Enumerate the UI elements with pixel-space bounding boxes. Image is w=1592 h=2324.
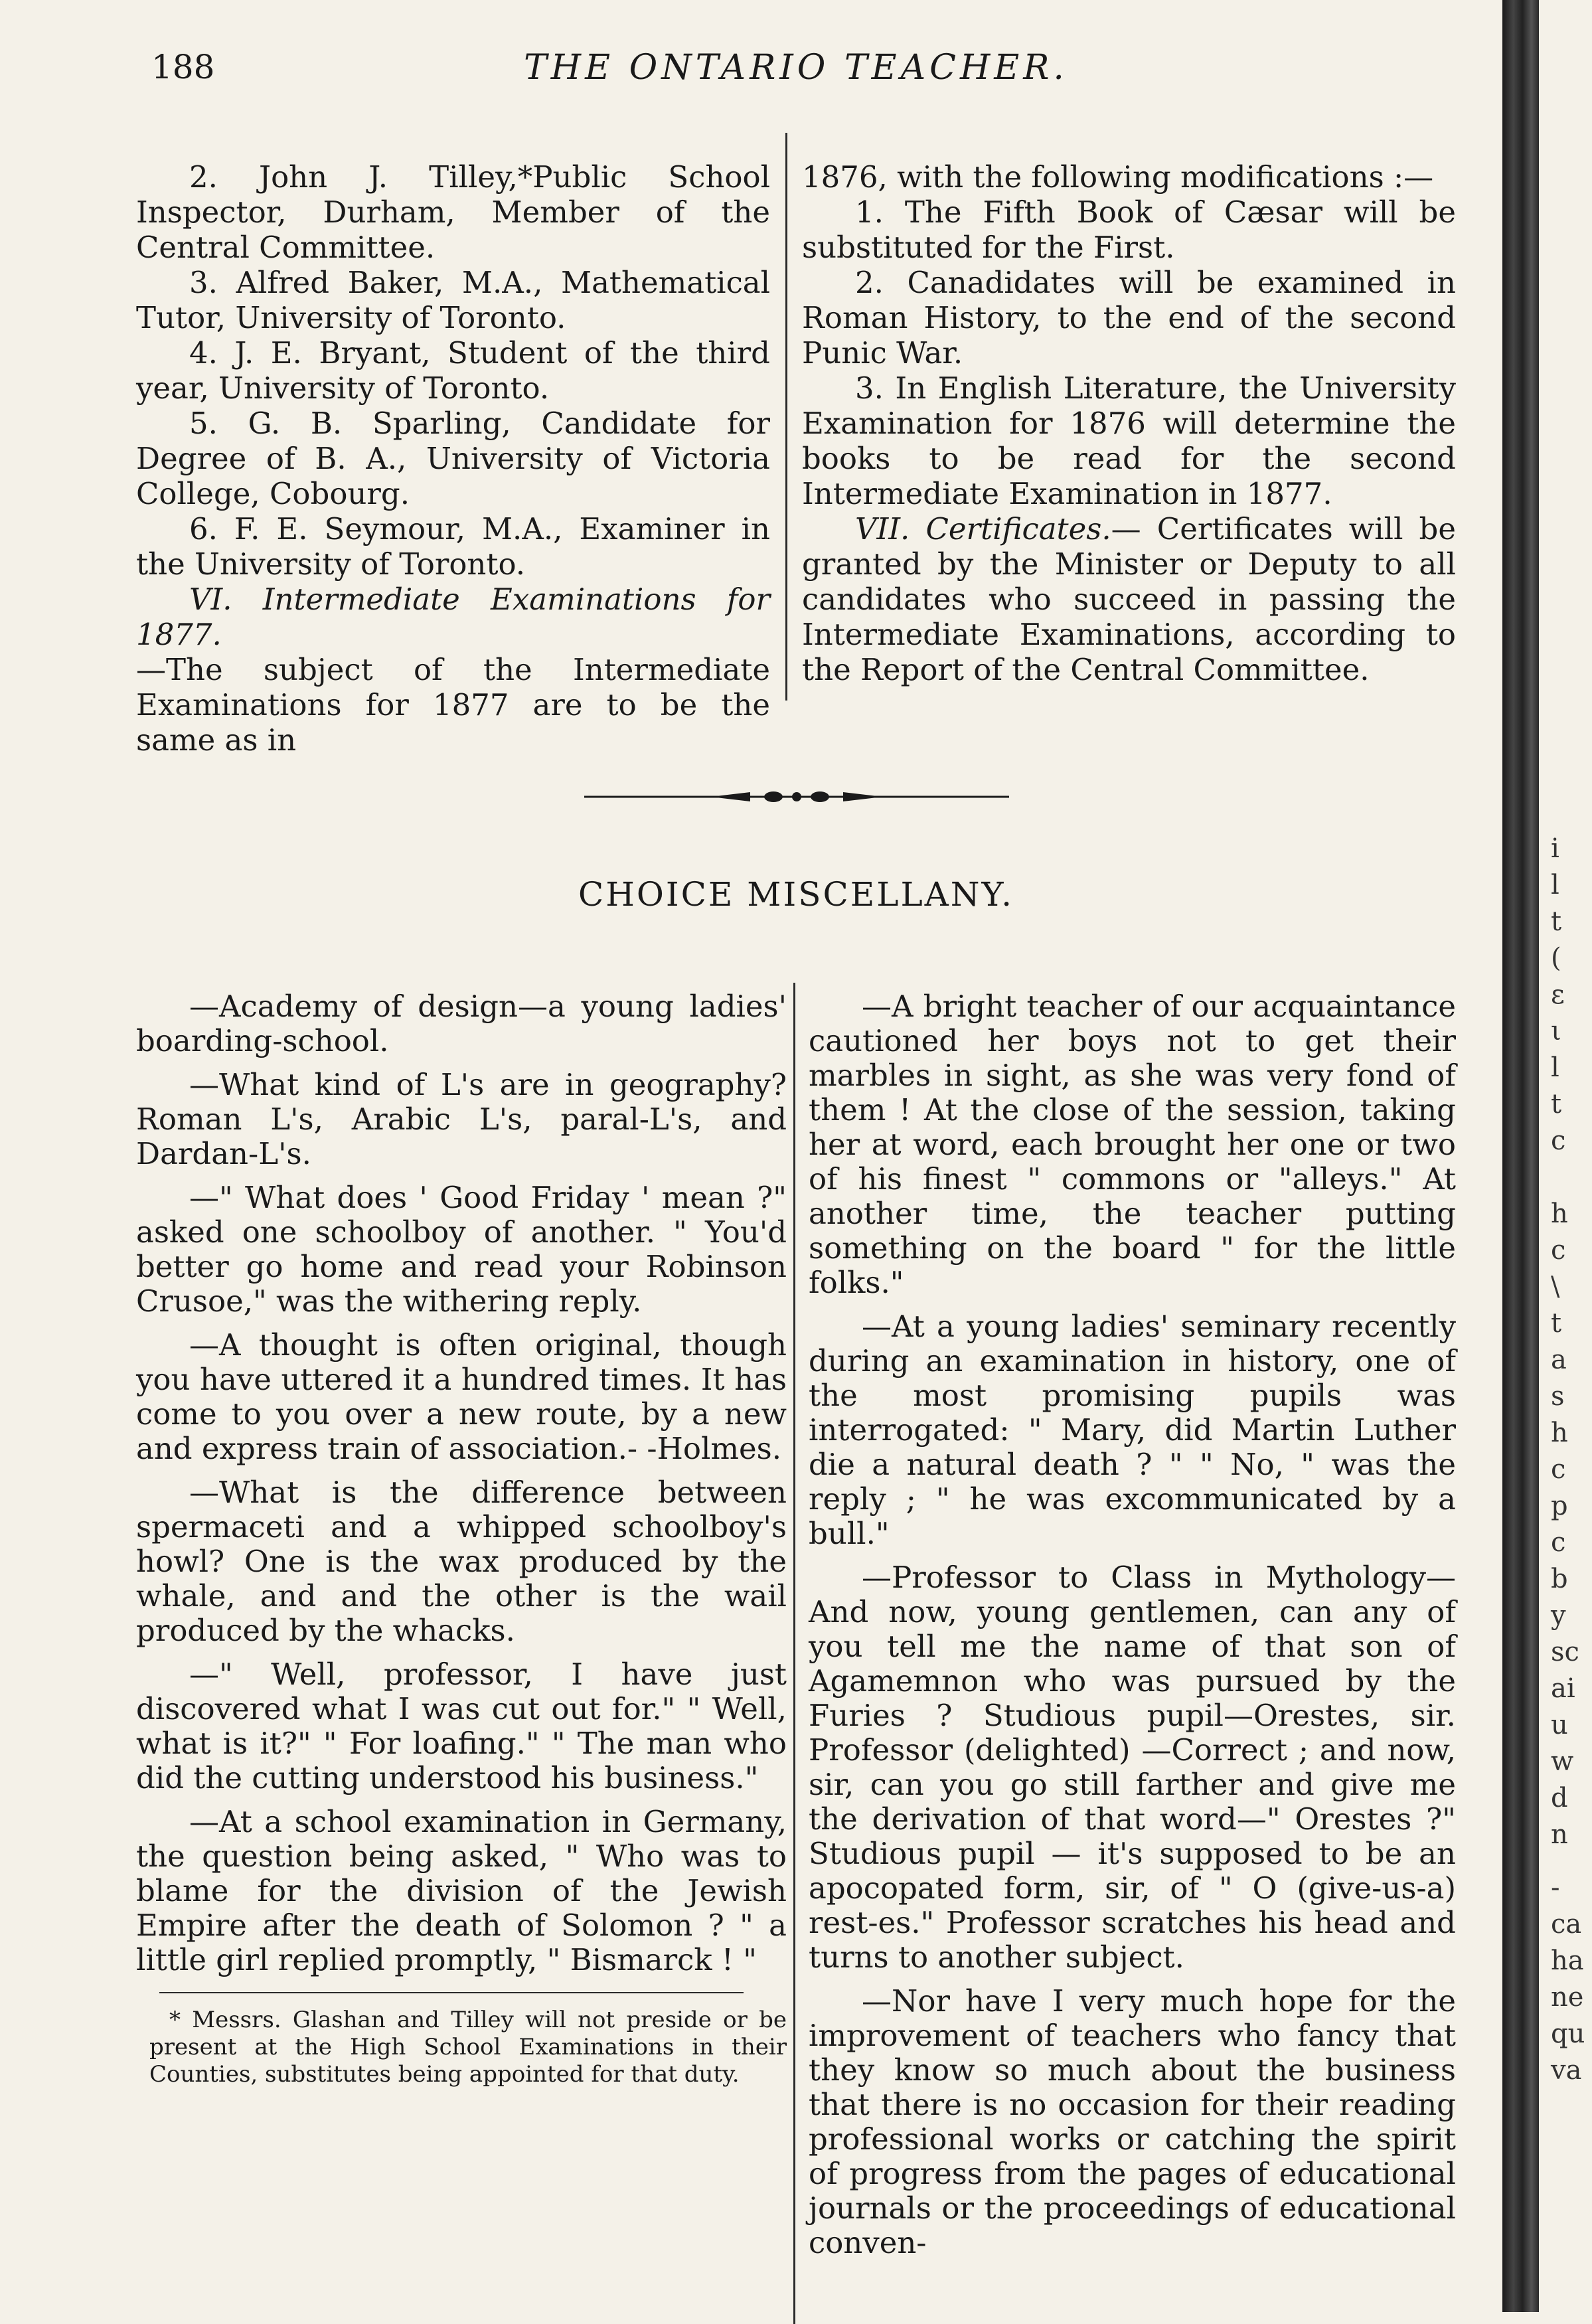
committee-entry: 4. J. E. Bryant, Student of the third year, University of Toronto. <box>136 335 770 406</box>
divider-ornament <box>584 787 1009 807</box>
adjacent-page-fragment: ne <box>1551 1982 1584 2013</box>
adjacent-page-fragment: p <box>1551 1491 1568 1521</box>
adjacent-page-fragment: y <box>1551 1600 1566 1631</box>
top-right-column <box>802 159 1456 687</box>
adjacent-page-fragment: n <box>1551 1819 1568 1850</box>
adjacent-page-fragment: va <box>1551 2055 1582 2086</box>
adjacent-page-fragment: t <box>1551 1089 1562 1120</box>
modification-item: 3. In English Literature, the University Examination for 1876 will determine the books to be read for the second Intermediate Examination in 1877. <box>802 371 1456 511</box>
committee-entry: 2. John J. Tilley,*Public School Inspector, Durham, Member of the Central Committee. <box>136 159 770 265</box>
adjacent-page-fragment: ι <box>1551 1016 1561 1046</box>
page-number: 188 <box>151 48 215 86</box>
miscellany-item: —Academy of design—a young ladies' boarding-school. <box>136 989 787 1058</box>
adjacent-page-fragment: c <box>1551 1527 1566 1558</box>
modification-item: 1. The Fifth Book of Cæsar will be substituted for the First. <box>802 195 1456 265</box>
adjacent-page-fragment: c <box>1551 1235 1566 1266</box>
miscellany-left-column <box>136 989 787 1987</box>
adjacent-page-fragment: ha <box>1551 1946 1584 1976</box>
adjacent-page-fragment: qu <box>1551 2019 1585 2049</box>
miscellany-item: —Professor to Class in Mythology—And now, young gentlemen, can any of you tell me the name of that son of Agamemnon who was pursued by the Furies ? Studious pupil—Orestes, sir. Professor (delighted) —Correct ; and now, sir, can you go still farther and give me the derivation of that word—" Orestes ?" Studious pupil — it's supposed to be an apocopated form, sir, of " O (give-us-a) rest-es." Professor scratches his head and turns to another subject. <box>809 1560 1456 1975</box>
adjacent-page-fragment: h <box>1551 1199 1568 1229</box>
adjacent-page-fragment: t <box>1551 906 1562 937</box>
top-left-column <box>136 159 770 758</box>
miscellany-item: —A thought is often original, though you have uttered it a hundred times. It has come to you over a new route, by a new and express train of association.- -Holmes. <box>136 1327 787 1466</box>
adjacent-page-fragment: l <box>1551 1052 1559 1083</box>
miscellany-item: —A bright teacher of our acquaintance cautioned her boys not to get their marbles in sight, as she was very fond of them ! At the close of the session, taking her at word, each brought her one or two of his finest " commons or "alleys." At another time, the teacher putting something on the board " for the little folks." <box>809 989 1456 1300</box>
committee-entry: 5. G. B. Sparling, Candidate for Degree of B. A., University of Victoria College, Cobourg. <box>136 406 770 511</box>
miscellany-item: —At a school examination in Germany, the question being asked, " Who was to blame for the division of the Jewish Empire after the death of Solomon ? " a little girl replied promptly, " Bismarck ! " <box>136 1804 787 1977</box>
adjacent-page-fragment: l <box>1551 870 1559 900</box>
modifications-intro: 1876, with the following modifications :— <box>802 159 1434 195</box>
adjacent-page-fragment: d <box>1551 1783 1568 1813</box>
adjacent-page-fragment: c <box>1551 1454 1566 1485</box>
footnote: * Messrs. Glashan and Tilley will not preside or be present at the High School Examinations in their Counties, substitutes being appointed for that duty. <box>149 2007 787 2088</box>
miscellany-item: —What is the difference between spermaceti and a whipped schoolboy's howl? One is the wax produced by the whale, and and the other is the wail produced by the whacks. <box>136 1475 787 1648</box>
miscellany-item: —Nor have I very much hope for the improvement of teachers who fancy that they know so much about the business that there is no occasion for their reading professional works or catching the spirit of progress from the pages of educational journals or the proceedings of educational conven- <box>809 1983 1456 2260</box>
modification-item: 2. Canadidates will be examined in Roman History, to the end of the second Punic War. <box>802 265 1456 371</box>
journal-title: THE ONTARIO TEACHER. <box>524 48 1068 88</box>
adjacent-page-edge <box>1547 0 1592 2312</box>
footnote-rule <box>159 1992 744 1993</box>
section-heading-certificates: VII. Certificates. <box>855 511 1111 546</box>
section-heading-intermediate: VI. Intermediate Examinations for 1877. <box>136 582 770 652</box>
intermediate-text: —The subject of the Intermediate Examinations for 1877 are to be the same as in <box>136 652 770 758</box>
miscellany-item: —" Well, professor, I have just discovered what I was cut out for." " Well, what is it?" " For loafing." " The man who did the cutting understood his business." <box>136 1657 787 1795</box>
adjacent-page-fragment: - <box>1551 1872 1560 1903</box>
column-divider <box>785 133 787 701</box>
committee-entry: 6. F. E. Seymour, M.A., Examiner in the University of Toronto. <box>136 511 770 582</box>
committee-entry: 3. Alfred Baker, M.A., Mathematical Tutor, University of Toronto. <box>136 265 770 335</box>
adjacent-page-fragment: \ <box>1551 1272 1560 1302</box>
miscellany-item: —" What does ' Good Friday ' mean ?" asked one schoolboy of another. " You'd better go home and read your Robinson Crusoe," was the withering reply. <box>136 1180 787 1319</box>
miscellany-item: —At a young ladies' seminary recently during an examination in history, one of the most promising pupils was interrogated: " Mary, did Martin Luther die a natural death ? " " No, " was the reply ; " he was excommunicated by a bull." <box>809 1309 1456 1551</box>
adjacent-page-fragment: ɛ <box>1551 979 1565 1010</box>
adjacent-page-fragment: ai <box>1551 1673 1575 1704</box>
column-divider <box>793 983 795 2324</box>
adjacent-page-fragment: a <box>1551 1345 1567 1375</box>
adjacent-page-fragment: ca <box>1551 1909 1582 1940</box>
adjacent-page-fragment: u <box>1551 1710 1568 1740</box>
section-title: CHOICE MISCELLANY. <box>578 875 1014 914</box>
adjacent-page-fragment: s <box>1551 1381 1565 1412</box>
adjacent-page-fragment: c <box>1551 1125 1566 1156</box>
adjacent-page-fragment: sc <box>1551 1637 1579 1667</box>
miscellany-item: —What kind of L's are in geography? Roman L's, Arabic L's, paral-L's, and Dardan-L's. <box>136 1067 787 1171</box>
adjacent-page-fragment: b <box>1551 1564 1568 1594</box>
binding-edge <box>1502 0 1539 2312</box>
adjacent-page-fragment: ( <box>1551 943 1561 973</box>
adjacent-page-fragment: w <box>1551 1746 1574 1777</box>
adjacent-page-fragment: t <box>1551 1308 1562 1339</box>
miscellany-right-column <box>809 989 1456 2270</box>
certificates-text: — Certificates will be granted by the Minister or Deputy to all candidates who succeed in passing the Intermediate Examinations, according to the Report of the Central Committee. <box>802 511 1456 687</box>
adjacent-page-fragment: h <box>1551 1418 1568 1448</box>
adjacent-page-fragment: i <box>1551 833 1559 864</box>
